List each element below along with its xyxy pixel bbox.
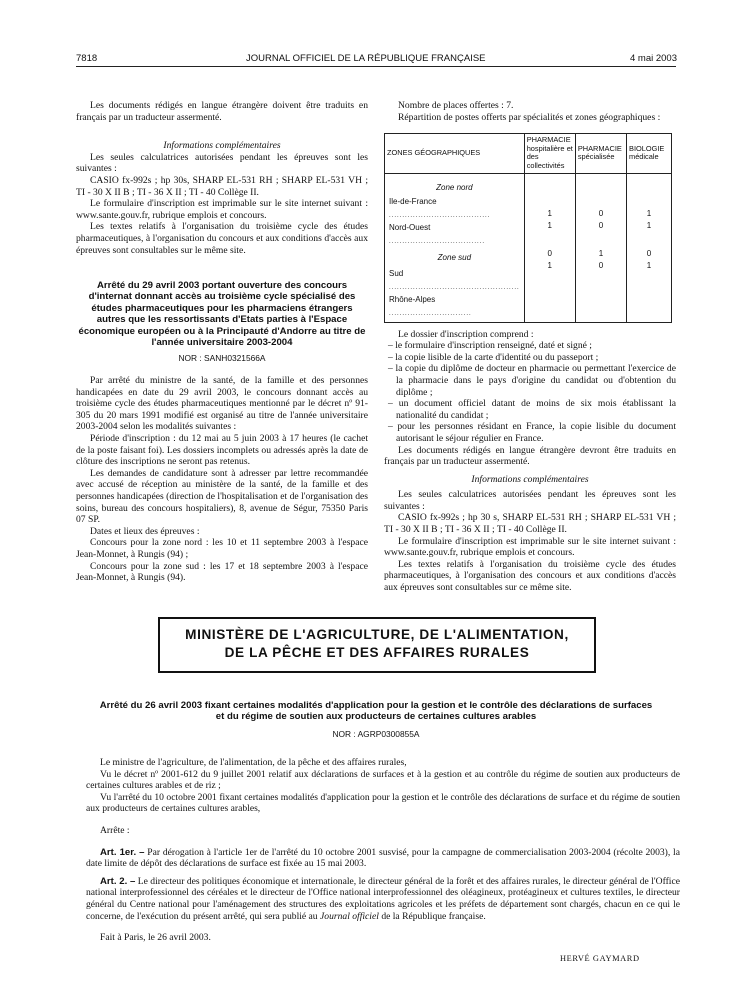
- table-cell: 1: [646, 220, 652, 230]
- table-cell: 0: [598, 208, 604, 218]
- table-cell: 0: [646, 248, 652, 258]
- table-cell: 1: [547, 208, 552, 218]
- list-item: – un document officiel datant de moins de six mois établissant la nationalité du candidat ;: [388, 398, 676, 421]
- arrete-2-body: [86, 757, 680, 944]
- arrete-1: [76, 280, 368, 584]
- ministry-line-1: MINISTÈRE DE L'AGRICULTURE, DE L'ALIMENTATION,: [185, 627, 569, 642]
- arrete-2-title: Arrêté du 26 avril 2003 fixant certaines modalités d'application pour la gestion et le contrôle des déclarations de surfaces et du régime de soutien aux producteurs de certaines cultures arables: [99, 700, 653, 723]
- article-1: Art. 1er. – Par dérogation à l'article 1er de l'arrêté du 10 octobre 2001 susvisé, pour la campagne de commercialisation 2003-2004 (récolte 2003), la date limite de dépôt des déclarations de surface est fixée au 15 mai 2003.: [86, 846, 680, 870]
- list-item: – pour les personnes résidant en France, la copie lisible du document autorisant le séjour régulier en France.: [388, 421, 676, 444]
- table-cell: 1: [598, 248, 604, 258]
- paragraph: CASIO fx-992s ; hp 30s, SHARP EL-531 RH ; SHARP EL-531 VH ; TI - 30 X II B ; TI - 36 X II ; TI - 40 Collège II.: [76, 174, 368, 198]
- arrete-1-title: Arrêté du 29 avril 2003 portant ouverture des concours d'internat donnant accès au troisième cycle spécialisé des études pharmaceutiques pour les pharmaciens étrangers autres que les ressortissants d'Etats parties à l'Espace économique européen ou à la Principauté d'Andorre au titre de l'année universitaire 2003-2004: [78, 280, 366, 349]
- paragraph: Par arrêté du ministre de la santé, de la famille et des personnes handicapées en date du 29 avril 2003, le concours donnant accès au troisième cycle des études pharmaceutiques mentionné par le décret nº 91-305 du 20 mars 1991 modifié est organisé au titre de l'année universitaire 2003-2004 selon les modalités suivantes :: [76, 375, 368, 433]
- dossier-list: [384, 340, 676, 444]
- zones-cell: [385, 173, 525, 322]
- ministry-heading: [158, 617, 596, 673]
- paragraph: Les documents rédigés en langue étrangère doivent être traduits en français par un traducteur assermenté.: [76, 100, 368, 123]
- table-cell: 0: [598, 260, 604, 270]
- paragraph: CASIO fx-992s ; hp 30 s, SHARP EL-531 RH ; SHARP EL-531 VH ; TI - 30 X II B ; TI - 36 X II ; TI - 40 Collège II.: [384, 512, 676, 536]
- list-item: – le formulaire d'inscription renseigné, daté et signé ;: [388, 340, 592, 352]
- table-row-label: Ile-de-France ......................................: [389, 196, 491, 219]
- arrete-1-nor: NOR : SANH0321566A: [178, 353, 266, 364]
- article-2-label: Art. 2. –: [100, 875, 136, 887]
- values-col: [575, 173, 626, 322]
- zone-nord-label: Zone nord: [436, 182, 473, 192]
- paragraph: Concours pour la zone nord : les 10 et 11 septembre 2003 à l'espace Jean-Monnet, à Rungis (94) ;: [76, 537, 368, 560]
- page-number: 7818: [76, 53, 98, 64]
- paragraph: Les demandes de candidature sont à adresser par lettre recommandée avec accusé de réception au ministère de la santé, de la famille et des personnes handicapées (direction de l'hospitalisation et de l'organisation des soins, bureau des concours hospitaliers), 8, avenue de Ségur, 75350 Paris 07 SP.: [76, 467, 368, 526]
- col-header: PHARMACIE hospitalière et des collectivités: [524, 134, 575, 173]
- table-row-label: Rhône-Alpes ...............................: [389, 294, 472, 317]
- col-header: PHARMACIE spécialisée: [575, 134, 626, 173]
- table-cell: 1: [547, 220, 552, 230]
- paragraph: Les seules calculatrices autorisées pendant les épreuves sont les suivantes :: [384, 489, 676, 512]
- table-cell: 1: [547, 260, 552, 270]
- article-1-label: Art. 1er. –: [100, 846, 145, 858]
- paragraph: Vu l'arrêté du 10 octobre 2001 fixant certaines modalités d'application pour la gestion et le contrôle des déclarations de surface et du régime de soutien aux producteurs de certaines cultures arables,: [86, 791, 680, 815]
- left-column-top: [76, 100, 368, 256]
- table-row-label: Sud .................................................: [389, 268, 520, 291]
- paragraph: Les seules calculatrices autorisées pendant les épreuves sont les suivantes :: [76, 151, 368, 175]
- header-date: 4 mai 2003: [630, 53, 678, 64]
- values-col: [627, 173, 672, 322]
- places-offertes: Nombre de places offertes : 7.: [398, 100, 514, 111]
- col-header: ZONES GÉOGRAPHIQUES: [385, 134, 525, 173]
- signature: HERVÉ GAYMARD: [560, 954, 640, 963]
- paragraph: Concours pour la zone sud : les 17 et 18 septembre 2003 à l'espace Jean-Monnet, à Rungis (94).: [76, 560, 368, 584]
- paragraph: Les textes relatifs à l'organisation du troisième cycle des études pharmaceutiques, à l'organisation du concours et aux conditions d'accès aux épreuves sont consultables sur le même site.: [76, 221, 368, 256]
- journal-title: JOURNAL OFFICIEL DE LA RÉPUBLIQUE FRANÇAISE: [246, 53, 486, 64]
- table-cell: 1: [646, 208, 652, 218]
- table-cell: 0: [547, 248, 552, 258]
- paragraph: Les documents rédigés en langue étrangère devront être traduits en français par un traducteur assermenté.: [384, 444, 676, 468]
- paragraph: Le ministre de l'agriculture, de l'alimentation, de la pêche et des affaires rurales,: [100, 757, 407, 768]
- article-2: Art. 2. – Le directeur des politiques économique et internationale, le directeur général de la forêt et des affaires rurales, le directeur général de l'Office national interprofessionnel des céréales et le directeur de l'Office national interprofessionnel des oléagineux, protéagineux et cultures textiles, le directeur général du Centre national pour l'aménagement des structures des exploitations agricoles et les préfets de département sont chargés, chacun en ce qui le concerne, de l'exécution du présent arrêté, qui sera publié au Journal officiel de la République française.: [86, 875, 680, 922]
- right-column: [384, 100, 676, 594]
- repartition: Répartition de postes offerts par spécialités et zones géographiques :: [398, 111, 661, 123]
- posts-table: [384, 133, 672, 322]
- paragraph: Le formulaire d'inscription est imprimable sur le site internet suivant : www.sante.gouv.fr, rubrique emplois et concours.: [76, 198, 368, 221]
- fait-a-paris: Fait à Paris, le 26 avril 2003.: [100, 932, 211, 944]
- zone-sud-label: Zone sud: [437, 252, 472, 262]
- arrete-2-header: [96, 700, 656, 739]
- table-cell: 1: [646, 260, 652, 270]
- arrete-2-nor: NOR : AGRP0300855A: [332, 728, 420, 739]
- paragraph: Vu le décret nº 2001-612 du 9 juillet 2001 relatif aux déclarations de surfaces et à la gestion et au contrôle du régime de soutien aux producteurs de certaines cultures arables et de riz ;: [86, 768, 680, 792]
- list-item: – la copie lisible de la carte d'identité ou du passeport ;: [388, 351, 599, 363]
- table-row-label: Nord-Ouest ....................................: [389, 222, 486, 245]
- col-header: BIOLOGIE médicale: [627, 134, 672, 173]
- info-title: Informations complémentaires: [163, 140, 281, 152]
- list-item: – la copie du diplôme de docteur en pharmacie ou permettant l'exercice de la pharmacie dans le pays d'origine du candidat ou d'obtention du diplôme ;: [388, 363, 676, 398]
- table-cell: 0: [598, 220, 604, 230]
- paragraph: Dates et lieux des épreuves :: [90, 525, 200, 537]
- values-col: [524, 173, 575, 322]
- paragraph: Le formulaire d'inscription est imprimable sur le site internet suivant : www.sante.gouv.fr, rubrique emplois et concours.: [384, 535, 676, 559]
- paragraph: Les textes relatifs à l'organisation du troisième cycle des études pharmaceutiques, à l'organisation des concours et aux conditions d'accès aux épreuves sont consultables sur ce même site.: [384, 558, 676, 594]
- ministry-line-2: DE LA PÊCHE ET DES AFFAIRES RURALES: [224, 645, 530, 660]
- paragraph: Période d'inscription : du 12 mai au 5 juin 2003 à 17 heures (le cachet de la poste faisant foi). Les dossiers incomplets ou adressés après la date de clôture des inscriptions ne seront pas retenus.: [76, 433, 368, 468]
- header-rule: [76, 66, 676, 67]
- arrete-label: Arrête :: [100, 824, 130, 836]
- paragraph: Le dossier d'inscription comprend :: [398, 328, 534, 340]
- info-title: Informations complémentaires: [471, 473, 589, 485]
